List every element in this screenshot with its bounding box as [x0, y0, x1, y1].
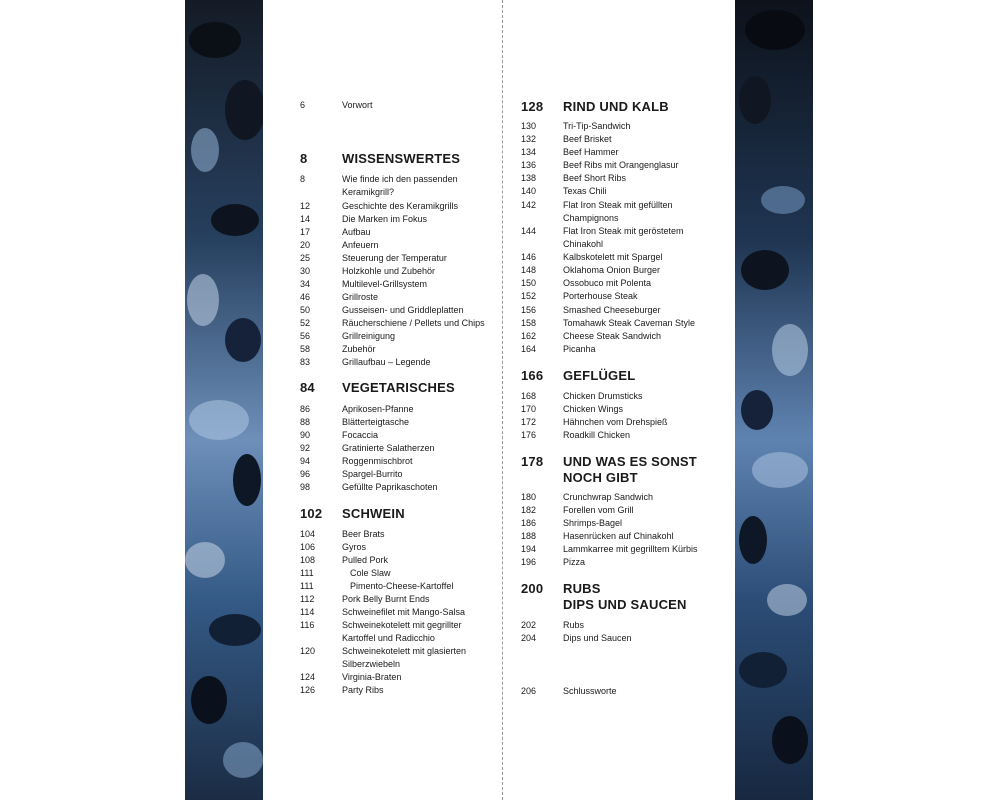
- entry-title: Rubs: [563, 620, 585, 630]
- entry-title-line2: Champignons: [563, 213, 619, 223]
- entry-title: Crunchwrap Sandwich: [563, 492, 654, 502]
- page-number: 172: [521, 417, 537, 427]
- page-number: 25: [300, 253, 311, 263]
- section-page-number: 200: [521, 581, 544, 596]
- entry-title: Aufbau: [342, 227, 371, 237]
- entry-title: Multilevel-Grillsystem: [342, 279, 428, 289]
- entry-title: Flat Iron Steak mit gefüllten: [563, 200, 673, 210]
- entry-title: Gyros: [342, 542, 367, 552]
- entry-title: Geschichte des Keramikgrills: [342, 201, 459, 211]
- page-number: 114: [300, 607, 315, 617]
- section-page-number: 166: [521, 368, 544, 383]
- page-number: 182: [521, 505, 537, 515]
- page-number: 50: [300, 305, 311, 315]
- page-number: 108: [300, 555, 316, 565]
- section-page-number: 84: [300, 380, 315, 395]
- section-page-number: 178: [521, 454, 544, 469]
- entry-title: Grillreinigung: [342, 331, 396, 341]
- entry-title-line2: Keramikgrill?: [342, 187, 395, 197]
- page-number: 94: [300, 456, 311, 466]
- page-number: 194: [521, 544, 537, 554]
- page-number: 17: [300, 227, 311, 237]
- page-number: 158: [521, 318, 537, 328]
- page-number: 204: [521, 633, 537, 643]
- page-number: 120: [300, 646, 316, 656]
- page-number: 138: [521, 173, 537, 183]
- entry-title: Hähnchen vom Drehspieß: [563, 417, 668, 427]
- page-number: 134: [521, 147, 537, 157]
- page-number: 12: [300, 201, 311, 211]
- entry-title: Aprikosen-Pfanne: [342, 404, 414, 414]
- page-number: 111: [300, 581, 314, 591]
- entry-title: Zubehör: [342, 344, 376, 354]
- section-title: RUBS: [563, 581, 601, 596]
- entry-title: Schlussworte: [563, 686, 617, 696]
- entry-title: Roggenmischbrot: [342, 456, 413, 466]
- entry-title: Cheese Steak Sandwich: [563, 331, 662, 341]
- page-number: 170: [521, 404, 537, 414]
- page-number: 96: [300, 469, 311, 479]
- entry-title: Vorwort: [342, 100, 373, 110]
- page-number: 124: [300, 672, 316, 682]
- column-divider: [502, 0, 503, 800]
- entry-title: Anfeuern: [342, 240, 379, 250]
- entry-title: Lammkarree mit gegrilltem Kürbis: [563, 544, 698, 554]
- page-number: 46: [300, 292, 311, 302]
- entry-title: Beef Short Ribs: [563, 173, 627, 183]
- entry-title: Dips und Saucen: [563, 633, 632, 643]
- entry-title: Pizza: [563, 557, 586, 567]
- section-title-line2: NOCH GIBT: [563, 470, 638, 485]
- entry-title-line2: Chinakohl: [563, 239, 604, 249]
- entry-title: Ossobuco mit Polenta: [563, 278, 652, 288]
- section-title-line2: DIPS UND SAUCEN: [563, 597, 687, 612]
- entry-title: Kalbskotelett mit Spargel: [563, 252, 663, 262]
- entry-title: Oklahoma Onion Burger: [563, 265, 661, 275]
- entry-title: Die Marken im Fokus: [342, 214, 428, 224]
- entry-title: Schweinefilet mit Mango-Salsa: [342, 607, 466, 617]
- entry-title: Holzkohle und Zubehör: [342, 266, 436, 276]
- section-title: WISSENSWERTES: [342, 151, 461, 166]
- entry-title: Pimento-Cheese-Kartoffel: [350, 581, 454, 591]
- page-number: 164: [521, 344, 537, 354]
- entry-title: Gratinierte Salatherzen: [342, 443, 435, 453]
- entry-title: Steuerung der Temperatur: [342, 253, 447, 263]
- page-number: 180: [521, 492, 537, 502]
- entry-title: Texas Chili: [563, 186, 607, 196]
- page-number: 6: [300, 100, 306, 110]
- toc-page: [263, 0, 735, 800]
- section-title: UND WAS ES SONST: [563, 454, 697, 469]
- page-number: 126: [300, 685, 316, 695]
- page-number: 162: [521, 331, 537, 341]
- page-number: 104: [300, 529, 316, 539]
- page-number: 83: [300, 357, 311, 367]
- page-number: 8: [300, 174, 306, 184]
- section-title: SCHWEIN: [342, 506, 405, 521]
- page-number: 148: [521, 265, 537, 275]
- entry-title: Porterhouse Steak: [563, 291, 638, 301]
- section-title: GEFLÜGEL: [563, 368, 636, 383]
- entry-title: Wie finde ich den passenden: [342, 174, 458, 184]
- entry-title: Virginia-Braten: [342, 672, 402, 682]
- water-texture-image: [735, 0, 813, 800]
- section-page-number: 102: [300, 506, 323, 521]
- page-number: 168: [521, 391, 537, 401]
- page-number: 92: [300, 443, 311, 453]
- entry-title: Tomahawk Steak Caveman Style: [563, 318, 696, 328]
- entry-title: Picanha: [563, 344, 596, 354]
- page-number: 136: [521, 160, 537, 170]
- page-number: 106: [300, 542, 316, 552]
- section-page-number: 8: [300, 151, 308, 166]
- entry-title: Beef Hammer: [563, 147, 619, 157]
- page-number: 56: [300, 331, 311, 341]
- entry-title: Chicken Drumsticks: [563, 391, 643, 401]
- entry-title: Schweinekotelett mit glasierten: [342, 646, 467, 656]
- entry-title: Hasenrücken auf Chinakohl: [563, 531, 674, 541]
- page-number: 34: [300, 279, 311, 289]
- entry-title: Blätterteigtasche: [342, 417, 410, 427]
- entry-title: Cole Slaw: [350, 568, 391, 578]
- page-number: 176: [521, 430, 537, 440]
- page-number: 86: [300, 404, 311, 414]
- page-number: 152: [521, 291, 537, 301]
- entry-title: Beef Brisket: [563, 134, 612, 144]
- page-number: 98: [300, 482, 311, 492]
- page-number: 58: [300, 344, 311, 354]
- entry-title-line2: Kartoffel und Radicchio: [342, 633, 435, 643]
- entry-title: Party Ribs: [342, 685, 384, 695]
- page-number: 140: [521, 186, 537, 196]
- entry-title: Räucherschiene / Pellets und Chips: [342, 318, 485, 328]
- entry-title: Gusseisen- und Griddleplatten: [342, 305, 464, 315]
- entry-title: Grillroste: [342, 292, 379, 302]
- section-title: RIND UND KALB: [563, 99, 669, 114]
- page-number: 14: [300, 214, 311, 224]
- entry-title: Pork Belly Burnt Ends: [342, 594, 430, 604]
- page-number: 142: [521, 200, 537, 210]
- entry-title: Chicken Wings: [563, 404, 624, 414]
- section-page-number: 128: [521, 99, 544, 114]
- page-number: 146: [521, 252, 537, 262]
- page-number: 188: [521, 531, 537, 541]
- page-number: 156: [521, 305, 537, 315]
- page-number: 20: [300, 240, 311, 250]
- entry-title: Shrimps-Bagel: [563, 518, 623, 528]
- right-photo-strip: [735, 0, 813, 800]
- section-title: VEGETARISCHES: [342, 380, 455, 395]
- left-photo-strip: [185, 0, 263, 800]
- entry-title: Schweinekotelett mit gegrillter: [342, 620, 462, 630]
- entry-title: Spargel-Burrito: [342, 469, 403, 479]
- water-texture-image: [185, 0, 263, 800]
- entry-title: Beef Ribs mit Orangenglasur: [563, 160, 679, 170]
- page-number: 196: [521, 557, 537, 567]
- page-number: 111: [300, 568, 314, 578]
- page-number: 186: [521, 518, 537, 528]
- page-number: 90: [300, 430, 311, 440]
- entry-title: Forellen vom Grill: [563, 505, 634, 515]
- entry-title: Pulled Pork: [342, 555, 389, 565]
- page-number: 206: [521, 686, 537, 696]
- entry-title: Focaccia: [342, 430, 379, 440]
- page-number: 150: [521, 278, 537, 288]
- page-number: 132: [521, 134, 537, 144]
- entry-title: Roadkill Chicken: [563, 430, 631, 440]
- page-number: 116: [300, 620, 315, 630]
- page-number: 52: [300, 318, 311, 328]
- page-number: 30: [300, 266, 311, 276]
- entry-title: Smashed Cheeseburger: [563, 305, 661, 315]
- page-number: 112: [300, 594, 315, 604]
- entry-title: Grillaufbau – Legende: [342, 357, 431, 367]
- page-number: 88: [300, 417, 311, 427]
- entry-title: Gefüllte Paprikaschoten: [342, 482, 438, 492]
- entry-title: Beer Brats: [342, 529, 385, 539]
- entry-title: Tri-Tip-Sandwich: [563, 121, 631, 131]
- page-number: 202: [521, 620, 537, 630]
- page-number: 144: [521, 226, 537, 236]
- entry-title: Flat Iron Steak mit geröstetem: [563, 226, 684, 236]
- entry-title-line2: Silberzwiebeln: [342, 659, 401, 669]
- page-number: 130: [521, 121, 537, 131]
